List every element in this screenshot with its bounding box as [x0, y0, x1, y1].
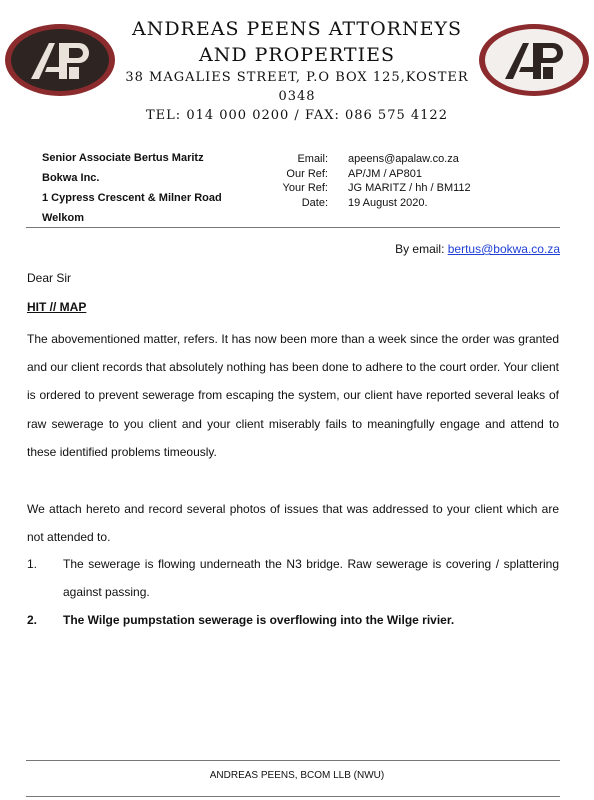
list-item-number: 1.: [27, 557, 38, 571]
list-item-number: 2.: [27, 613, 38, 627]
body-paragraph-2: We attach hereto and record several photos of issues that was addressed to your client which are not attended to.: [27, 502, 559, 545]
list-item-text: The sewerage is flowing underneath the N3 bridge. Raw sewerage is covering / splattering against passing.: [63, 557, 559, 600]
reference-labels: [240, 152, 328, 210]
recipient-city: Welkom: [42, 212, 84, 224]
firm-address: 38 MAGALIES STREET, P.O BOX 125,KOSTER 0348: [125, 70, 469, 104]
recipient-street: 1 Cypress Crescent & Milner Road: [42, 192, 222, 204]
firm-logo-right: [479, 24, 589, 96]
ap-monogram-icon: [25, 37, 95, 83]
your-ref-value: JG MARITZ / hh / BM112: [348, 182, 471, 194]
header-divider: [26, 227, 560, 228]
recipient-address: [42, 148, 222, 228]
salutation: Dear Sir: [27, 271, 72, 285]
email-value: apeens@apalaw.co.za: [348, 153, 459, 165]
list-item: [27, 606, 559, 634]
date-value: 19 August 2020.: [348, 196, 428, 209]
firm-name-line1: ANDREAS PEENS ATTORNEYS: [131, 18, 463, 40]
firm-contact: TEL: 014 000 0200 / FAX: 086 575 4122: [146, 108, 448, 123]
letterhead: [120, 16, 474, 125]
recipient-email-link[interactable]: bertus@bokwa.co.za: [447, 242, 560, 256]
delivery-prefix: By email:: [395, 242, 448, 256]
firm-name-line2: AND PROPERTIES: [199, 44, 395, 66]
firm-logo-left: [5, 24, 115, 96]
our-ref-value: AP/JM / AP801: [348, 167, 422, 180]
letter-subject: HIT // MAP: [27, 300, 87, 314]
reference-values: [348, 152, 471, 210]
date-label: Date:: [301, 196, 328, 209]
your-ref-label: Your Ref:: [282, 182, 328, 194]
body-paragraph-1: The abovementioned matter, refers. It has now been more than a week since the order was granted and our client records that absolutely nothing has been done to adhere to the court order. Your client is ordered to prevent sewerage from escaping the system, our client have reported several leaks of raw sewerage to you client and your client miserably fails to meaningfully engage and attend to these identified problems timeously.: [27, 332, 559, 459]
email-label: Email:: [297, 153, 328, 165]
footer-text: ANDREAS PEENS, BCOM LLB (NWU): [209, 770, 385, 781]
ap-monogram-icon: [499, 37, 569, 83]
delivery-line: [395, 242, 560, 256]
list-item: [27, 550, 559, 606]
footer-divider-top: [26, 760, 560, 761]
list-item-text: The Wilge pumpstation sewerage is overflowing into the Wilge rivier.: [63, 613, 455, 627]
recipient-name: Senior Associate Bertus Maritz: [42, 152, 204, 164]
recipient-company: Bokwa Inc.: [42, 172, 100, 184]
footer-divider-bottom: [26, 796, 560, 797]
our-ref-label: Our Ref:: [286, 167, 328, 180]
